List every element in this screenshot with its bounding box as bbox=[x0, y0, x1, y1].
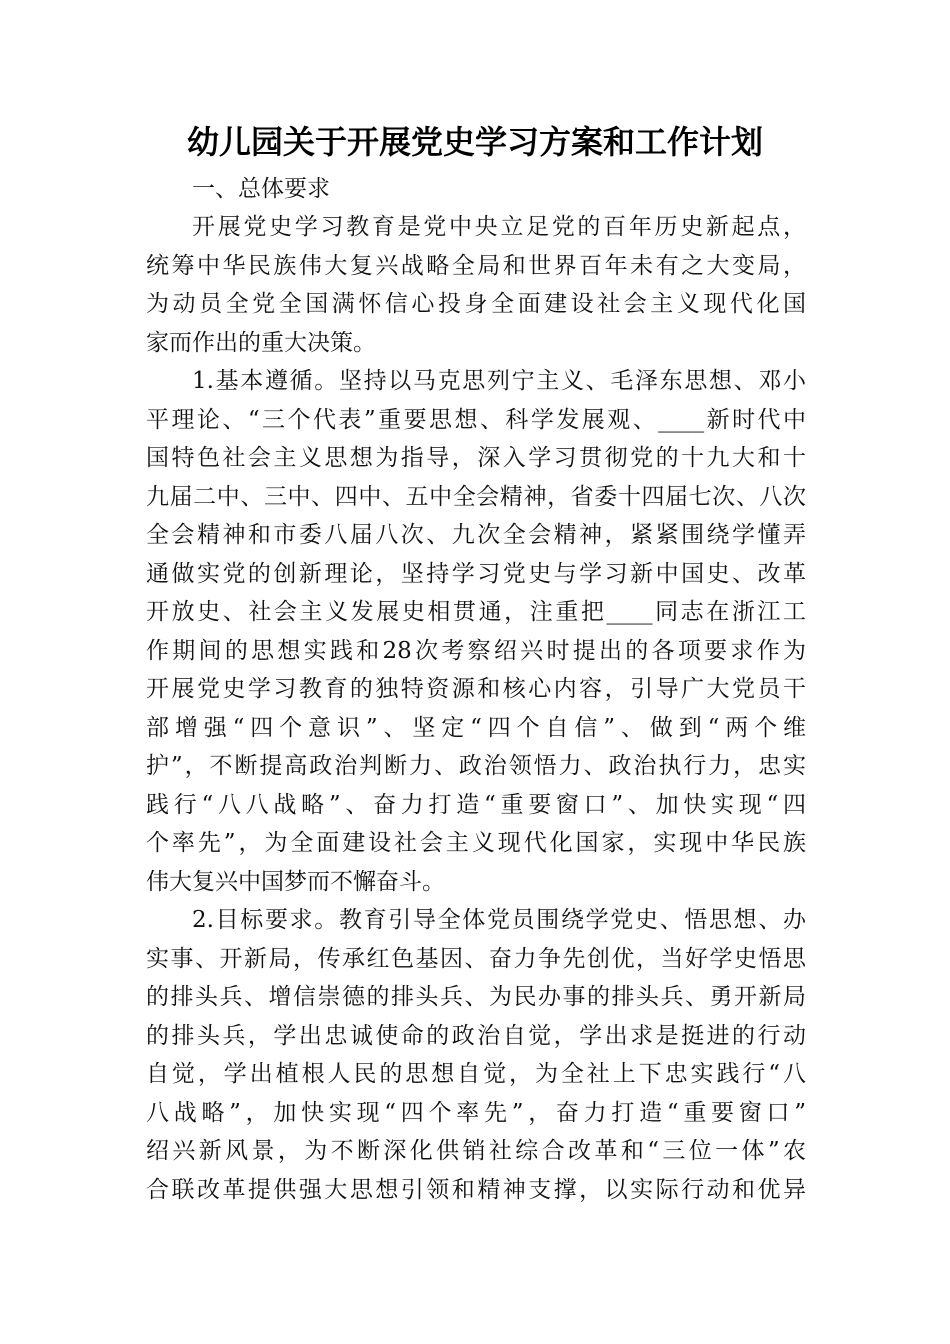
text-line: 2.目标要求。教育引导全体党员围绕学党史、悟思想、办 bbox=[192, 907, 806, 933]
text-line: 为动员全党全国满怀信心投身全面建设社会主义现代化国 bbox=[146, 291, 806, 317]
text-line: 全会精神和市委八届八次、九次全会精神，紧紧围绕学懂弄 bbox=[146, 522, 806, 548]
text-line: 平理论、“三个代表”重要思想、科学发展观、____新时代中 bbox=[146, 406, 806, 433]
text-line: 通做实党的创新理论，坚持学习党史与学习新中国史、改革 bbox=[146, 560, 806, 587]
text-line: 实事、开新局，传承红色基因、奋力争先创优，当好学史悟思 bbox=[146, 945, 806, 972]
text-line: 作期间的思想实践和28次考察绍兴时提出的各项要求作为 bbox=[146, 637, 806, 664]
text-line: 的排头兵，学出忠诚使命的政治自觉，学出求是挺进的行动 bbox=[146, 1022, 806, 1049]
text-line: 合联改革提供强大思想引领和精神支撑，以实际行动和优异 bbox=[146, 1176, 806, 1203]
text-line: 八战略”，加快实现“四个率先”，奋力打造“重要窗口” bbox=[146, 1099, 806, 1126]
text-line: 护”，不断提高政治判断力、政治领悟力、政治执行力，忠实 bbox=[146, 753, 806, 779]
text-line: 部增强“四个意识”、坚定“四个自信”、做到“两个维 bbox=[146, 714, 806, 741]
text-line: 践行“八八战略”、奋力打造“重要窗口”、加快实现“四 bbox=[146, 791, 806, 818]
text-line: 国特色社会主义思想为指导，深入学习贯彻党的十九大和十 bbox=[146, 445, 806, 471]
text-line: 的排头兵、增信崇德的排头兵、为民办事的排头兵、勇开新局 bbox=[146, 984, 806, 1010]
section-heading: 一、总体要求 bbox=[192, 176, 330, 202]
text-line: 开展党史学习教育的独特资源和核心内容，引导广大党员干 bbox=[146, 676, 806, 702]
paragraph-goals bbox=[146, 901, 806, 1209]
text-line: 个率先”，为全面建设社会主义现代化国家，实现中华民族 bbox=[146, 830, 806, 856]
text-line: 开展党史学习教育是党中央立足党的百年历史新起点， bbox=[192, 214, 806, 240]
paragraph-basic-principles bbox=[146, 362, 806, 901]
text-line: 1.基本遵循。坚持以马克思列宁主义、毛泽东思想、邓小 bbox=[192, 368, 806, 394]
text-line: 统筹中华民族伟大复兴战略全局和世界百年未有之大变局， bbox=[146, 252, 806, 279]
paragraph-intro bbox=[146, 208, 806, 362]
text-line: 绍兴新风景，为不断深化供销社综合改革和“三位一体”农 bbox=[146, 1138, 806, 1164]
text-line: 九届二中、三中、四中、五中全会精神，省委十四届七次、八次 bbox=[146, 483, 806, 510]
text-line: 家而作出的重大决策。 bbox=[146, 329, 376, 356]
document-title: 幼儿园关于开展党史学习方案和工作计划 bbox=[186, 123, 763, 161]
text-line: 自觉，学出植根人民的思想自觉，为全社上下忠实践行“八 bbox=[146, 1061, 806, 1087]
text-line: 伟大复兴中国梦而不懈奋斗。 bbox=[146, 868, 445, 895]
text-line: 开放史、社会主义发展史相贯通，注重把____同志在浙江工 bbox=[146, 599, 806, 625]
document-body bbox=[146, 170, 806, 1209]
